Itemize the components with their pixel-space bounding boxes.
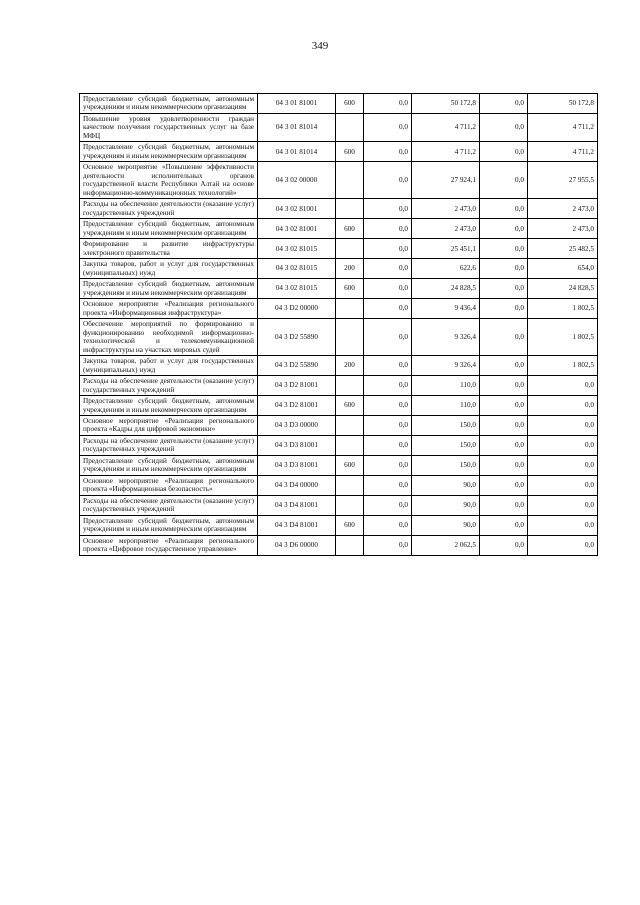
row-code-cell: 04 3 02 81001 (258, 199, 336, 219)
row-value-2-cell: 9 326,4 (412, 356, 480, 376)
row-value-4-cell: 25 482,5 (528, 239, 598, 259)
row-value-2-cell: 90,0 (412, 495, 480, 515)
row-expense-type-cell: 600 (336, 219, 364, 239)
table-row (80, 113, 598, 141)
row-value-2-cell: 25 451,1 (412, 239, 480, 259)
table-row (80, 515, 598, 535)
row-name-cell: Основное мероприятие «Реализация регионального проекта «Цифровое государственное управление» (80, 535, 258, 555)
row-value-1-cell: 0,0 (364, 259, 412, 279)
row-value-4-cell: 2 473,0 (528, 199, 598, 219)
row-expense-type-cell: 600 (336, 279, 364, 299)
row-name-cell: Основное мероприятие «Реализация регионального проекта «Кадры для цифровой экономики» (80, 415, 258, 435)
row-value-3-cell: 0,0 (480, 94, 528, 114)
row-value-4-cell: 1 802,5 (528, 299, 598, 319)
table-row (80, 279, 598, 299)
row-value-4-cell: 0,0 (528, 455, 598, 475)
row-value-1-cell: 0,0 (364, 299, 412, 319)
row-value-4-cell: 0,0 (528, 475, 598, 495)
row-value-2-cell: 9 326,4 (412, 319, 480, 356)
row-expense-type-cell: 200 (336, 356, 364, 376)
row-value-3-cell: 0,0 (480, 259, 528, 279)
row-value-2-cell: 90,0 (412, 475, 480, 495)
row-expense-type-cell (336, 319, 364, 356)
table-row (80, 396, 598, 416)
row-expense-type-cell: 200 (336, 259, 364, 279)
table-row (80, 259, 598, 279)
table-row (80, 435, 598, 455)
row-name-cell: Предоставление субсидий бюджетным, автономным учреждениям и иным некоммерческим организациям (80, 515, 258, 535)
row-expense-type-cell: 600 (336, 94, 364, 114)
row-value-3-cell: 0,0 (480, 396, 528, 416)
row-value-2-cell: 27 924,1 (412, 162, 480, 199)
table-row (80, 219, 598, 239)
row-value-1-cell: 0,0 (364, 142, 412, 162)
row-value-4-cell: 0,0 (528, 396, 598, 416)
row-name-cell: Предоставление субсидий бюджетным, автономным учреждениям и иным некоммерческим организациям (80, 455, 258, 475)
table-row (80, 376, 598, 396)
row-expense-type-cell: 600 (336, 455, 364, 475)
row-value-1-cell: 0,0 (364, 239, 412, 259)
row-value-2-cell: 150,0 (412, 435, 480, 455)
row-value-4-cell: 0,0 (528, 515, 598, 535)
row-expense-type-cell (336, 415, 364, 435)
row-value-1-cell: 0,0 (364, 515, 412, 535)
row-code-cell: 04 3 D2 81001 (258, 376, 336, 396)
row-value-4-cell: 50 172,8 (528, 94, 598, 114)
row-value-1-cell: 0,0 (364, 415, 412, 435)
row-value-3-cell: 0,0 (480, 376, 528, 396)
row-value-3-cell: 0,0 (480, 495, 528, 515)
row-name-cell: Формирование и развитие инфраструктуры электронного правительства (80, 239, 258, 259)
row-value-2-cell: 110,0 (412, 396, 480, 416)
row-value-2-cell: 150,0 (412, 415, 480, 435)
row-value-4-cell: 0,0 (528, 435, 598, 455)
table-row (80, 475, 598, 495)
row-value-1-cell: 0,0 (364, 495, 412, 515)
row-code-cell: 04 3 D2 81001 (258, 396, 336, 416)
row-code-cell: 04 3 02 81001 (258, 219, 336, 239)
row-value-2-cell: 2 062,5 (412, 535, 480, 555)
row-name-cell: Обеспечение мероприятий по формированию и функционированию необходимой информационно-технологической и телекоммуникационной инфраструктуры на участках мировых судей (80, 319, 258, 356)
row-expense-type-cell (336, 113, 364, 141)
row-value-3-cell: 0,0 (480, 239, 528, 259)
table-row (80, 199, 598, 219)
row-value-2-cell: 24 828,5 (412, 279, 480, 299)
row-value-2-cell: 4 711,2 (412, 142, 480, 162)
row-expense-type-cell (336, 475, 364, 495)
table-row (80, 535, 598, 555)
budget-table (79, 93, 598, 556)
row-name-cell: Расходы на обеспечение деятельности (оказание услуг) государственных учреждений (80, 376, 258, 396)
row-value-2-cell: 9 436,4 (412, 299, 480, 319)
row-value-1-cell: 0,0 (364, 199, 412, 219)
row-value-4-cell: 4 711,2 (528, 142, 598, 162)
table-row (80, 319, 598, 356)
page-number: 349 (311, 40, 329, 52)
row-value-1-cell: 0,0 (364, 376, 412, 396)
row-value-1-cell: 0,0 (364, 435, 412, 455)
row-value-1-cell: 0,0 (364, 162, 412, 199)
row-expense-type-cell (336, 495, 364, 515)
row-code-cell: 04 3 02 81015 (258, 279, 336, 299)
row-value-3-cell: 0,0 (480, 279, 528, 299)
table-row (80, 142, 598, 162)
row-code-cell: 04 3 D4 00000 (258, 475, 336, 495)
table-row (80, 94, 598, 114)
row-value-1-cell: 0,0 (364, 279, 412, 299)
row-value-1-cell: 0,0 (364, 455, 412, 475)
row-value-4-cell: 2 473,0 (528, 219, 598, 239)
row-value-3-cell: 0,0 (480, 415, 528, 435)
row-name-cell: Предоставление субсидий бюджетным, автономным учреждениям и иным некоммерческим организациям (80, 396, 258, 416)
row-value-3-cell: 0,0 (480, 515, 528, 535)
row-value-2-cell: 2 473,0 (412, 219, 480, 239)
row-value-2-cell: 622,6 (412, 259, 480, 279)
row-code-cell: 04 3 01 81014 (258, 113, 336, 141)
table-row (80, 356, 598, 376)
row-value-3-cell: 0,0 (480, 475, 528, 495)
row-value-4-cell: 654,0 (528, 259, 598, 279)
table-row (80, 455, 598, 475)
row-code-cell: 04 3 D2 55890 (258, 356, 336, 376)
row-name-cell: Предоставление субсидий бюджетным, автономным учреждениям и иным некоммерческим организациям (80, 219, 258, 239)
row-code-cell: 04 3 D3 00000 (258, 415, 336, 435)
row-value-3-cell: 0,0 (480, 299, 528, 319)
row-code-cell: 04 3 01 81001 (258, 94, 336, 114)
row-value-3-cell: 0,0 (480, 142, 528, 162)
row-value-4-cell: 4 711,2 (528, 113, 598, 141)
row-expense-type-cell: 600 (336, 396, 364, 416)
row-value-3-cell: 0,0 (480, 535, 528, 555)
row-value-4-cell: 0,0 (528, 495, 598, 515)
row-value-4-cell: 0,0 (528, 535, 598, 555)
row-value-3-cell: 0,0 (480, 113, 528, 141)
row-value-1-cell: 0,0 (364, 219, 412, 239)
row-expense-type-cell (336, 299, 364, 319)
row-value-3-cell: 0,0 (480, 319, 528, 356)
row-value-4-cell: 24 828,5 (528, 279, 598, 299)
row-expense-type-cell (336, 239, 364, 259)
row-name-cell: Предоставление субсидий бюджетным, автономным учреждениям и иным некоммерческим организациям (80, 279, 258, 299)
row-value-3-cell: 0,0 (480, 199, 528, 219)
table-body (80, 94, 598, 556)
row-name-cell: Закупка товаров, работ и услуг для государственных (муниципальных) нужд (80, 356, 258, 376)
row-value-3-cell: 0,0 (480, 219, 528, 239)
row-name-cell: Расходы на обеспечение деятельности (оказание услуг) государственных учреждений (80, 435, 258, 455)
row-value-1-cell: 0,0 (364, 113, 412, 141)
row-name-cell: Расходы на обеспечение деятельности (оказание услуг) государственных учреждений (80, 495, 258, 515)
row-expense-type-cell: 600 (336, 142, 364, 162)
row-name-cell: Повышение уровня удовлетворенности граждан качеством получения государственных услуг на базе МФЦ (80, 113, 258, 141)
table-row (80, 415, 598, 435)
row-expense-type-cell (336, 435, 364, 455)
table-row (80, 162, 598, 199)
row-value-2-cell: 150,0 (412, 455, 480, 475)
row-value-3-cell: 0,0 (480, 162, 528, 199)
row-value-4-cell: 0,0 (528, 415, 598, 435)
row-value-4-cell: 27 955,5 (528, 162, 598, 199)
row-name-cell: Закупка товаров, работ и услуг для государственных (муниципальных) нужд (80, 259, 258, 279)
row-value-1-cell: 0,0 (364, 94, 412, 114)
row-value-3-cell: 0,0 (480, 455, 528, 475)
row-expense-type-cell (336, 162, 364, 199)
row-value-4-cell: 1 802,5 (528, 356, 598, 376)
row-value-2-cell: 110,0 (412, 376, 480, 396)
row-code-cell: 04 3 D2 55890 (258, 319, 336, 356)
row-value-2-cell: 2 473,0 (412, 199, 480, 219)
row-value-3-cell: 0,0 (480, 356, 528, 376)
row-value-2-cell: 4 711,2 (412, 113, 480, 141)
row-value-1-cell: 0,0 (364, 475, 412, 495)
row-expense-type-cell (336, 199, 364, 219)
row-name-cell: Предоставление субсидий бюджетным, автономным учреждениям и иным некоммерческим организациям (80, 142, 258, 162)
row-value-2-cell: 90,0 (412, 515, 480, 535)
row-value-1-cell: 0,0 (364, 356, 412, 376)
row-expense-type-cell (336, 376, 364, 396)
row-value-2-cell: 50 172,8 (412, 94, 480, 114)
row-name-cell: Расходы на обеспечение деятельности (оказание услуг) государственных учреждений (80, 199, 258, 219)
row-code-cell: 04 3 D3 81001 (258, 455, 336, 475)
row-code-cell: 04 3 D6 00000 (258, 535, 336, 555)
row-code-cell: 04 3 02 00000 (258, 162, 336, 199)
row-value-4-cell: 0,0 (528, 376, 598, 396)
row-expense-type-cell (336, 535, 364, 555)
row-code-cell: 04 3 01 81014 (258, 142, 336, 162)
row-value-4-cell: 1 802,5 (528, 319, 598, 356)
row-code-cell: 04 3 D4 81001 (258, 515, 336, 535)
row-code-cell: 04 3 D3 81001 (258, 435, 336, 455)
row-code-cell: 04 3 D2 00000 (258, 299, 336, 319)
row-code-cell: 04 3 D4 81001 (258, 495, 336, 515)
row-value-3-cell: 0,0 (480, 435, 528, 455)
table-row (80, 239, 598, 259)
row-value-1-cell: 0,0 (364, 319, 412, 356)
row-value-1-cell: 0,0 (364, 535, 412, 555)
row-name-cell: Предоставление субсидий бюджетным, автономным учреждениям и иным некоммерческим организациям (80, 94, 258, 114)
table-row (80, 299, 598, 319)
row-name-cell: Основное мероприятие «Реализация регионального проекта «Информационная безопасность» (80, 475, 258, 495)
row-expense-type-cell: 600 (336, 515, 364, 535)
table-row (80, 495, 598, 515)
row-name-cell: Основное мероприятие «Реализация регионального проекта «Информационная инфраструктура» (80, 299, 258, 319)
row-value-1-cell: 0,0 (364, 396, 412, 416)
row-name-cell: Основное мероприятие «Повышение эффективности деятельности исполнительных органов государственной власти Республики Алтай на основе информационно-коммуникационных технологий» (80, 162, 258, 199)
row-code-cell: 04 3 02 81015 (258, 259, 336, 279)
row-code-cell: 04 3 02 81015 (258, 239, 336, 259)
